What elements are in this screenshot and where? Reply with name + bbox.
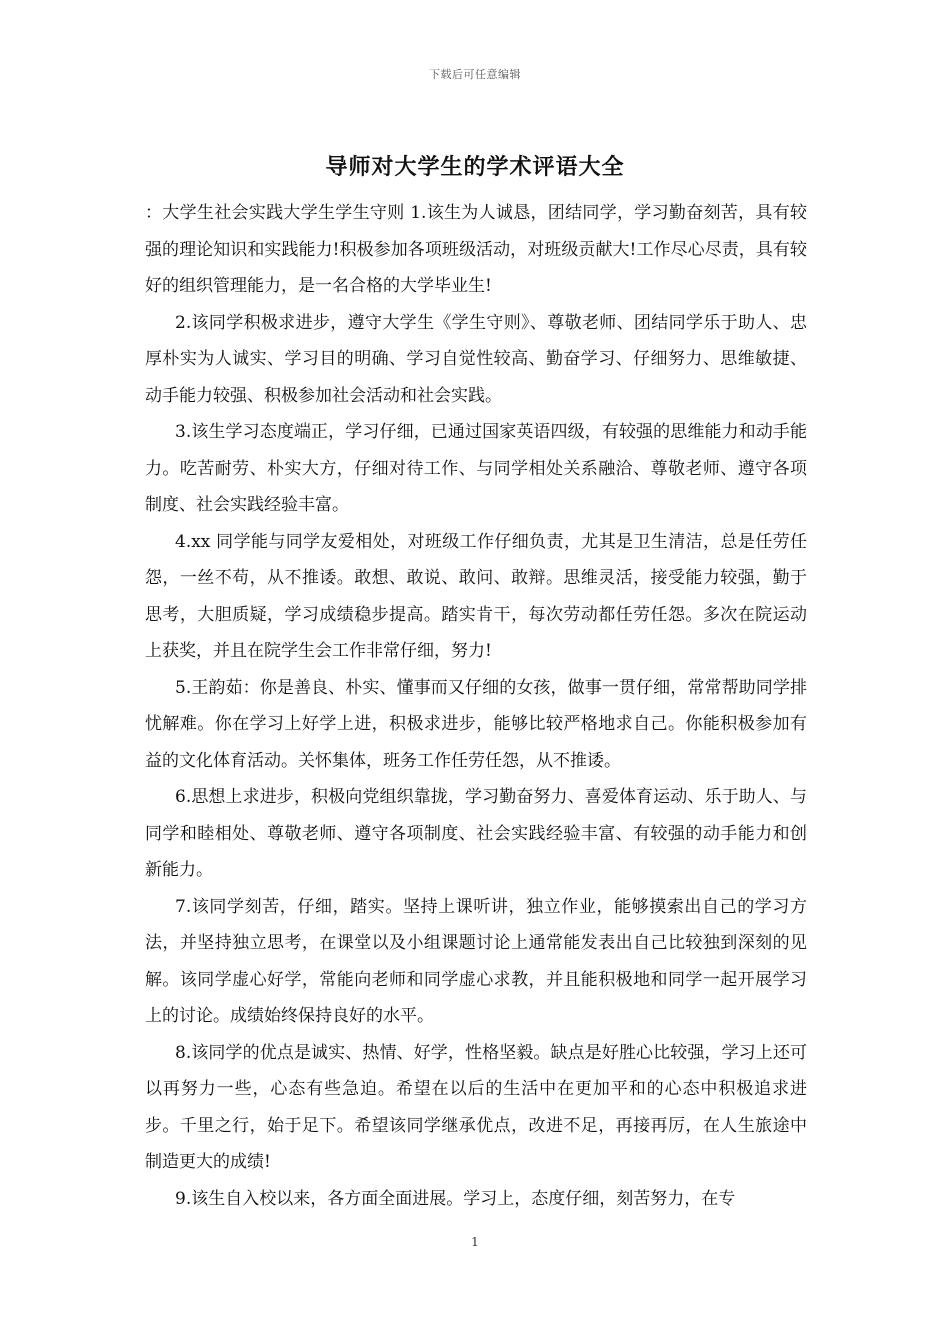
- page-number: 1: [471, 1235, 479, 1249]
- paragraph-6: 6.思想上求进步，积极向党组织靠拢，学习勤奋努力、喜爱体育运动、乐于助人、与同学和睦相处、尊敬老师、遵守各项制度、社会实践经验丰富、有较强的动手能力和创新能力。: [145, 787, 807, 880]
- header-note: 下载后可任意编辑: [429, 68, 521, 81]
- document-title: 导师对大学生的学术评语大全: [325, 154, 625, 180]
- paragraph-4: 4.xx 同学能与同学友爱相处，对班级工作仔细负责，尤其是卫生清洁，总是任劳任怨，一丝不苟，从不推诿。敢想、敢说、敢问、敢辩。思维灵活，接受能力较强，勤于思考，大胆质疑，学习成绩稳步提高。踏实肯干，每次劳动都任劳任怨。多次在院运动上获奖，并且在院学生会工作非常仔细，努力!: [145, 531, 807, 661]
- paragraph-7: 7.该同学刻苦，仔细，踏实。坚持上课听讲，独立作业，能够摸索出自己的学习方法，并坚持独立思考，在课堂以及小组课题讨论上通常能发表出自己比较独到深刻的见解。该同学虚心好学，常能向老师和同学虚心求教，并且能积极地和同学一起开展学习上的讨论。成绩始终保持良好的水平。: [145, 896, 807, 1026]
- paragraph-8: 8.该同学的优点是诚实、热情、好学，性格坚毅。缺点是好胜心比较强，学习上还可以再努力一些，心态有些急迫。希望在以后的生活中在更加平和的心态中积极追求进步。千里之行，始于足下。希望该同学继承优点，改进不足，再接再厉，在人生旅途中制造更大的成绩!: [145, 1042, 807, 1172]
- document-body: [145, 195, 807, 1217]
- paragraph-5: 5.王韵茹：你是善良、朴实、懂事而又仔细的女孩，做事一贯仔细，常常帮助同学排忧解难。你在学习上好学上进，积极求进步，能够比较严格地求自己。你能积极参加有益的文化体育活动。关怀集体，班务工作任劳任怨，从不推诿。: [145, 677, 807, 771]
- paragraph-2: 2.该同学积极求进步，遵守大学生《学生守则》、尊敬老师、团结同学乐于助人、忠厚朴实为人诚实、学习目的明确、学习自觉性较高、勤奋学习、仔细努力、思维敏捷、动手能力较强、积极参加社会活动和社会实践。: [145, 312, 807, 406]
- paragraph-9: 9.该生自入校以来，各方面全面进展。学习上，态度仔细，刻苦努力，在专: [175, 1188, 736, 1209]
- paragraph-3: 3.该生学习态度端正，学习仔细，已通过国家英语四级，有较强的思维能力和动手能力。吃苦耐劳、朴实大方，仔细对待工作、与同学相处关系融洽、尊敬老师、遵守各项制度、社会实践经验丰富。: [145, 422, 807, 515]
- paragraph-intro: ：大学生社会实践大学生学生守则 1.该生为人诚恳，团结同学，学习勤奋刻苦，具有较强的理论知识和实践能力!积极参加各项班级活动，对班级贡献大!工作尽心尽责，具有较好的组织管理能力，是一名合格的大学毕业生!: [145, 203, 807, 296]
